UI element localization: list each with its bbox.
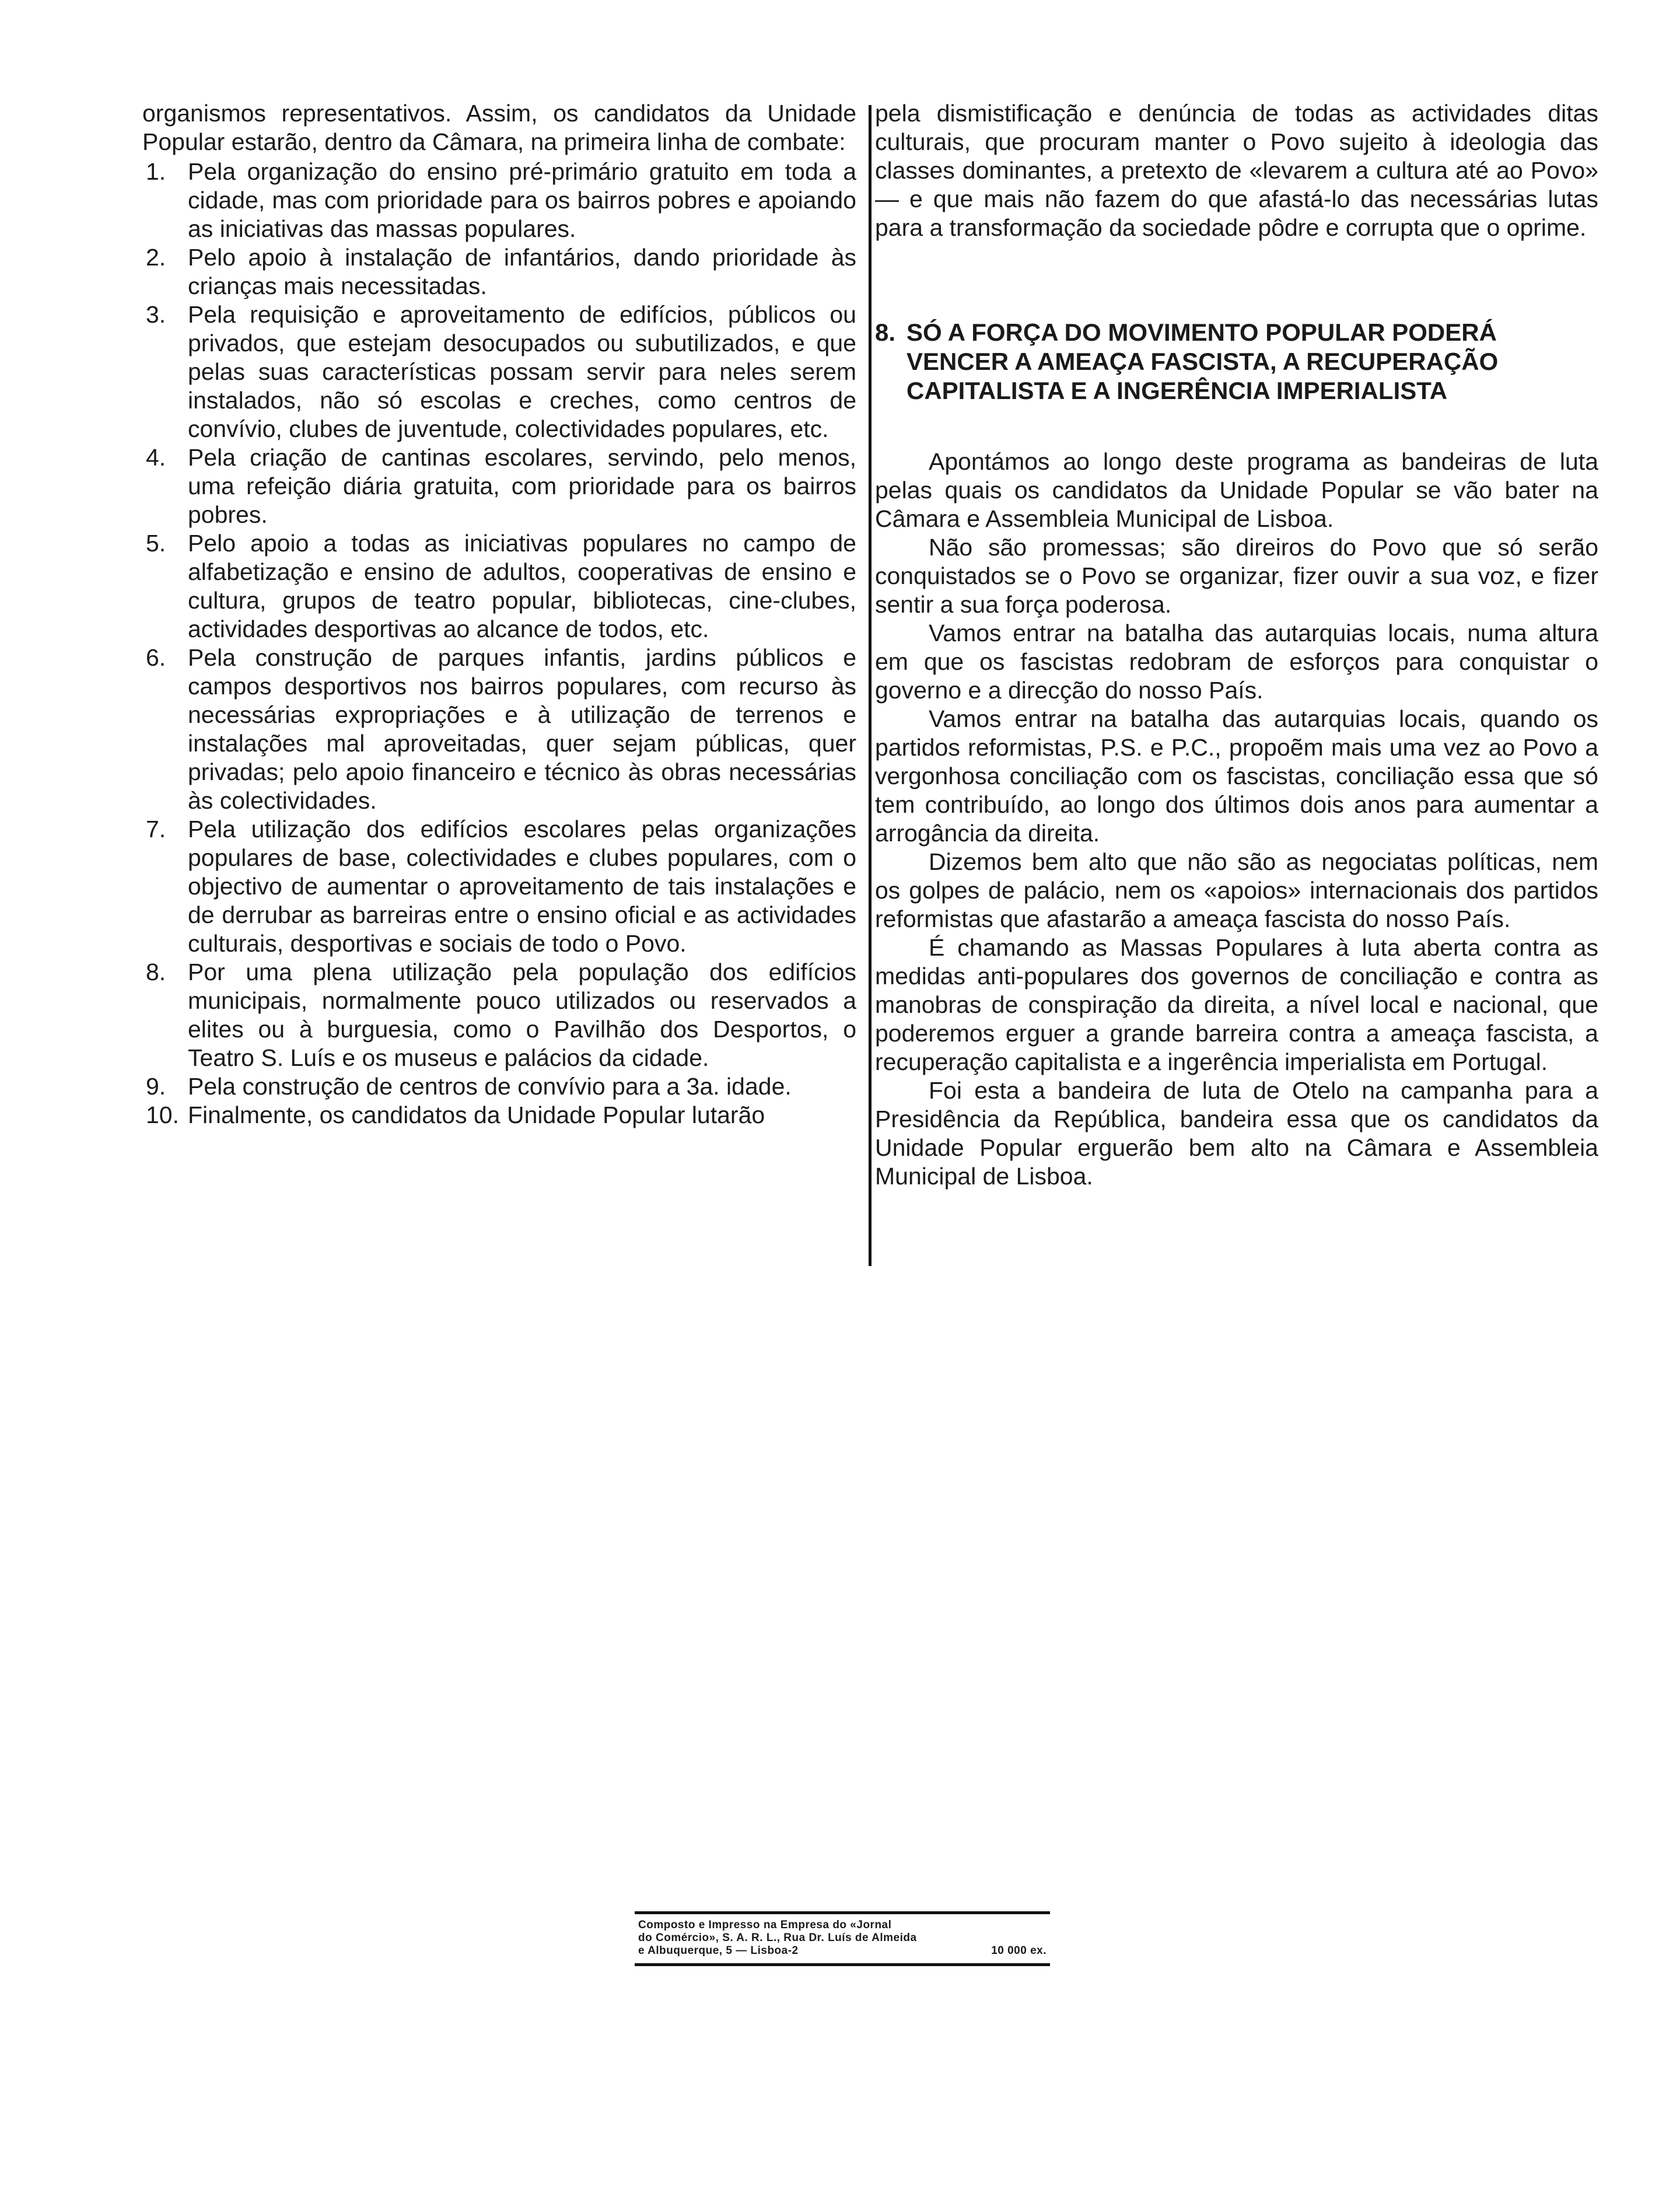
item-text: Pela construção de parques infantis, jardins públicos e campos desportivos nos bairros populares, com recurso às necessárias expropriações e à utilização de terrenos e instalações mal aproveitadas, quer sejam públicas, quer privadas; pelo apoio financeiro e técnico às obras necessárias às colectividades.: [188, 644, 856, 814]
item-text: Por uma plena utilização pela população dos edifícios municipais, normalmente pouco utilizados ou reservados a elites ou à burguesia, como o Pavilhão dos Desportos, o Teatro S. Luís e os museus e palácios da cidade.: [188, 959, 856, 1071]
item-number: 7.: [146, 816, 166, 842]
demands-list: [142, 158, 856, 1130]
colophon-address: e Albuquerque, 5 — Lisboa-2: [638, 1945, 799, 1957]
list-item: [142, 243, 856, 300]
printer-colophon: [635, 1911, 1050, 1966]
item-number: 4.: [146, 444, 166, 471]
body-paragraph: Dizemos bem alto que não são as negociatas políticas, nem os golpes de palácio, nem os «apoios» internacionais dos partidos reformistas que afastarão a ameaça fascista do nosso País.: [875, 848, 1598, 932]
item-text: Pela organização do ensino pré-primário gratuito em toda a cidade, mas com prioridade para os bairros pobres e apoiando as iniciativas das massas populares.: [188, 158, 856, 242]
list-item: [142, 300, 856, 443]
list-item: [142, 958, 856, 1072]
print-run: 10 000 ex.: [991, 1945, 1046, 1957]
body-paragraph: Foi esta a bandeira de luta de Otelo na campanha para a Presidência da República, bandeira essa que os candidatos da Unidade Popular erguerão bem alto na Câmara e Assembleia Municipal de Lisboa.: [875, 1077, 1598, 1190]
body-paragraph: É chamando as Massas Populares à luta aberta contra as medidas anti-populares dos governos de conciliação e contra as manobras de conspiração da direita, a nível local e nacional, que poderemos erguer a grande barreira contra a ameaça fascista, a recuperação capitalista e a ingerência imperialista em Portugal.: [875, 934, 1598, 1075]
list-item: [142, 529, 856, 644]
colophon-line: Composto e Impresso na Empresa do «Jornal: [638, 1919, 892, 1931]
intro-paragraph: organismos representativos. Assim, os candidatos da Unidade Popular estarão, dentro da Câmara, na primeira linha de combate:: [142, 100, 856, 155]
body-paragraph: Vamos entrar na batalha das autarquias locais, numa altura em que os fascistas redobram de esforços para conquistar o governo e a direcção do nosso País.: [875, 620, 1598, 704]
item-number: 9.: [146, 1073, 166, 1100]
section-number: 8.: [875, 319, 896, 346]
item-text: Pela criação de cantinas escolares, servindo, pelo menos, uma refeição diária gratuita, com prioridade para os bairros pobres.: [188, 444, 856, 528]
list-item: [142, 815, 856, 958]
item-text: Pelo apoio à instalação de infantários, dando prioridade às crianças mais necessitadas.: [188, 244, 856, 299]
list-item: [142, 158, 856, 243]
colophon-last-line: [638, 1945, 1046, 1957]
section-heading-text: SÓ A FORÇA DO MOVIMENTO POPULAR PODERÁ VENCER A AMEAÇA FASCISTA, A RECUPERAÇÃO CAPITALISTA E A INGERÊNCIA IMPERIALISTA: [907, 319, 1499, 404]
continuation-paragraph: pela dismistificação e denúncia de todas as actividades ditas culturais, que procuram manter o Povo sujeito à ideologia das classes dominantes, a pretexto de «levarem a cultura até ao Povo» — e que mais não fazem do que afastá-lo das necessárias lutas para a transformação da sociedade pôdre e corrupta que o oprime.: [875, 100, 1598, 241]
item-text: Pelo apoio a todas as iniciativas populares no campo de alfabetização e ensino de adultos, cooperativas de ensino e cultura, grupos de teatro popular, bibliotecas, cine-clubes, actividades desportivas ao alcance de todos, etc.: [188, 530, 856, 642]
item-text: Pela construção de centros de convívio para a 3a. idade.: [188, 1073, 792, 1100]
list-item: [142, 1101, 856, 1130]
list-item: [142, 443, 856, 529]
body-paragraph: Não são promessas; são direiros do Povo que só serão conquistados se o Povo se organizar, fizer ouvir a sua voz, e fizer sentir a sua força poderosa.: [875, 534, 1598, 618]
item-text: Pela utilização dos edifícios escolares pelas organizações populares de base, colectividades e clubes populares, com o objectivo de aumentar o aproveitamento de tais instalações e de derrubar as barreiras entre o ensino oficial e as actividades culturais, desportivas e sociais de todo o Povo.: [188, 816, 856, 957]
column-divider: [869, 105, 872, 1266]
right-column: [875, 99, 1598, 1191]
item-number: 3.: [146, 301, 166, 328]
item-number: 1.: [146, 158, 166, 185]
body-paragraph: Apontámos ao longo deste programa as bandeiras de luta pelas quais os candidatos da Unidade Popular se vão bater na Câmara e Assembleia Municipal de Lisboa.: [875, 448, 1598, 532]
list-item: [142, 644, 856, 815]
item-number: 10.: [146, 1102, 179, 1128]
list-item: [142, 1072, 856, 1101]
body-paragraph: Vamos entrar na batalha das autarquias locais, quando os partidos reformistas, P.S. e P.C., propoẽm mais uma vez ao Povo a vergonhosa conciliação com os fascistas, conciliação essa que só tem contribuído, ao longo dos últimos dois anos para aumentar a arrogância da direita.: [875, 705, 1598, 847]
item-number: 2.: [146, 244, 166, 271]
section-heading: [875, 318, 1598, 405]
item-text: Finalmente, os candidatos da Unidade Popular lutarão: [188, 1102, 765, 1128]
item-number: 6.: [146, 644, 166, 671]
colophon-line: do Comércio», S. A. R. L., Rua Dr. Luís de Almeida: [638, 1932, 917, 1944]
item-number: 8.: [146, 959, 166, 985]
left-column: [142, 99, 856, 1130]
item-text: Pela requisição e aproveitamento de edifícios, públicos ou privados, que estejam desocupados ou subutilizados, e que pelas suas características possam servir para neles serem instalados, não só escolas e creches, como centros de convívio, clubes de juventude, colectividades populares, etc.: [188, 301, 856, 442]
item-number: 5.: [146, 530, 166, 557]
